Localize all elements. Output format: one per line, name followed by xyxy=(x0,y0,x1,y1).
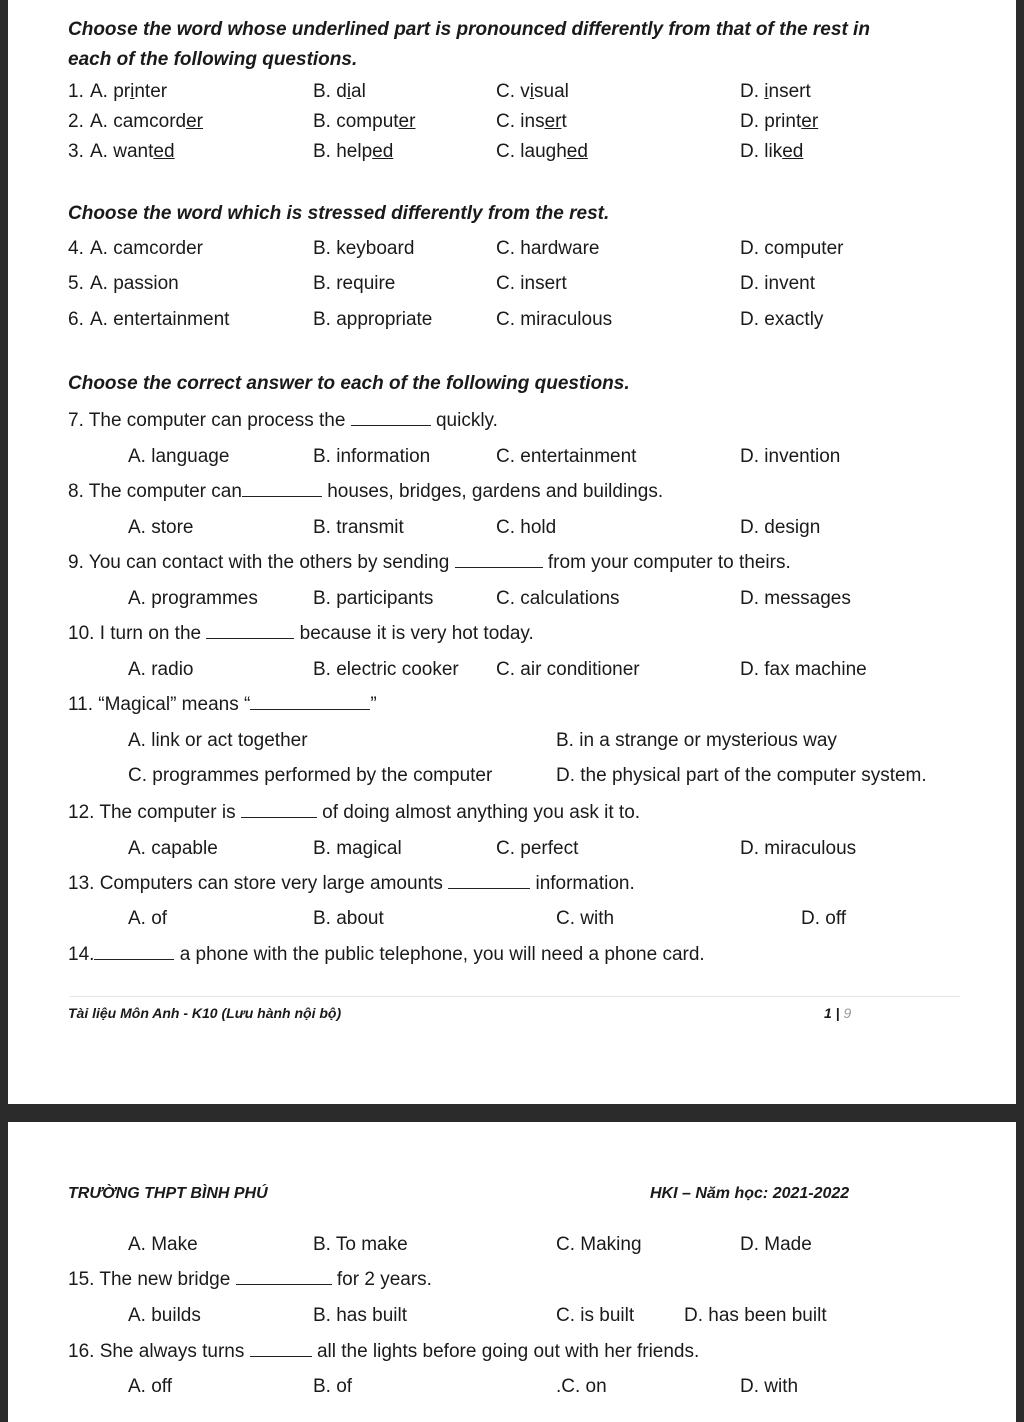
question-1-option-a: A. printer xyxy=(90,81,168,102)
question-1-option-c: C. visual xyxy=(496,81,569,102)
footer-page-number: 1 | 9 xyxy=(824,1005,852,1021)
question-9-option-b: B. participants xyxy=(313,588,434,609)
question-8-option-d: D. design xyxy=(740,517,821,538)
question-1-number: 1. xyxy=(68,81,84,102)
question-12-option-a: A. capable xyxy=(128,838,218,859)
question-4-option-a: A. camcorder xyxy=(90,238,203,259)
question-16-option-c: .C. on xyxy=(556,1376,607,1397)
question-14-option-a: A. Make xyxy=(128,1234,198,1255)
question-3-option-b: B. helped xyxy=(313,141,394,162)
answer-blank xyxy=(455,551,543,568)
question-11-stem: 11. “Magical” means “ ” xyxy=(68,694,377,715)
question-7-option-d: D. invention xyxy=(740,446,841,467)
question-6-option-a: A. entertainment xyxy=(90,309,230,330)
exam-page-1 xyxy=(8,0,1016,1104)
question-8-option-a: A. store xyxy=(128,517,194,538)
question-9-stem: 9. You can contact with the others by sending from your computer to theirs. xyxy=(68,552,791,573)
question-16-option-a: A. off xyxy=(128,1376,173,1397)
question-5-option-a: A. passion xyxy=(90,273,179,294)
answer-blank xyxy=(206,622,294,639)
question-4-option-d: D. computer xyxy=(740,238,844,259)
question-2-option-c: C. insert xyxy=(496,111,567,132)
question-10-option-a: A. radio xyxy=(128,659,194,680)
question-15-option-b: B. has built xyxy=(313,1305,407,1326)
question-13-stem: 13. Computers can store very large amounts information. xyxy=(68,873,635,894)
question-9-option-a: A. programmes xyxy=(128,588,258,609)
question-2-number: 2. xyxy=(68,111,84,132)
question-15-option-a: A. builds xyxy=(128,1305,201,1326)
question-8-option-c: C. hold xyxy=(496,517,557,538)
section1-instruction-line2: each of the following questions. xyxy=(68,49,358,70)
question-8-option-b: B. transmit xyxy=(313,517,404,538)
question-15-stem: 15. The new bridge for 2 years. xyxy=(68,1269,432,1290)
section1-instruction-line1: Choose the word whose underlined part is pronounced differently from that of the rest in xyxy=(68,19,870,40)
question-1-option-d: D. insert xyxy=(740,81,811,102)
answer-blank xyxy=(242,480,322,497)
answer-blank xyxy=(250,1340,312,1357)
question-7-stem: 7. The computer can process the quickly. xyxy=(68,410,498,431)
question-16-option-b: B. of xyxy=(313,1376,353,1397)
question-2-option-d: D. printer xyxy=(740,111,819,132)
question-9-option-d: D. messages xyxy=(740,588,851,609)
question-16-stem: 16. She always turns all the lights before going out with her friends. xyxy=(68,1341,700,1362)
question-9-option-c: C. calculations xyxy=(496,588,620,609)
question-12-stem: 12. The computer is of doing almost anything you ask it to. xyxy=(68,802,641,823)
question-10-option-d: D. fax machine xyxy=(740,659,867,680)
question-4-number: 4. xyxy=(68,238,84,259)
question-13-option-a: A. of xyxy=(128,908,168,929)
question-12-option-b: B. magical xyxy=(313,838,402,859)
answer-blank xyxy=(351,409,431,426)
question-15-option-d: D. has been built xyxy=(684,1305,827,1326)
question-14-stem: 14. a phone with the public telephone, you will need a phone card. xyxy=(68,944,705,965)
question-5-option-b: B. require xyxy=(313,273,396,294)
question-5-number: 5. xyxy=(68,273,84,294)
question-4-option-c: C. hardware xyxy=(496,238,600,259)
answer-blank xyxy=(448,872,530,889)
question-10-option-b: B. electric cooker xyxy=(313,659,459,680)
question-3-option-a: A. wanted xyxy=(90,141,175,162)
question-11-option-b: B. in a strange or mysterious way xyxy=(556,730,837,751)
question-11-option-a: A. link or act together xyxy=(128,730,308,751)
answer-blank xyxy=(236,1268,332,1285)
question-6-option-c: C. miraculous xyxy=(496,309,613,330)
question-5-option-d: D. invent xyxy=(740,273,815,294)
question-11-option-c: C. programmes performed by the computer xyxy=(128,765,493,786)
question-15-option-c: C. is built xyxy=(556,1305,635,1326)
section2-instruction: Choose the word which is stressed differently from the rest. xyxy=(68,203,610,224)
question-10-option-c: C. air conditioner xyxy=(496,659,640,680)
question-4-option-b: B. keyboard xyxy=(313,238,415,259)
question-3-number: 3. xyxy=(68,141,84,162)
question-12-option-d: D. miraculous xyxy=(740,838,857,859)
exam-page-2 xyxy=(8,1122,1016,1422)
question-12-option-c: C. perfect xyxy=(496,838,579,859)
question-7-option-b: B. information xyxy=(313,446,431,467)
question-11-option-d: D. the physical part of the computer system. xyxy=(556,765,927,786)
footer-divider xyxy=(70,996,960,997)
question-13-option-b: B. about xyxy=(313,908,384,929)
school-term-header: HKI – Năm học: 2021-2022 xyxy=(650,1185,850,1202)
school-name-header: TRƯỜNG THPT BÌNH PHÚ xyxy=(68,1185,268,1202)
question-7-option-a: A. language xyxy=(128,446,230,467)
question-5-option-c: C. insert xyxy=(496,273,567,294)
question-8-stem: 8. The computer can houses, bridges, gardens and buildings. xyxy=(68,481,664,502)
question-6-option-d: D. exactly xyxy=(740,309,824,330)
question-2-option-b: B. computer xyxy=(313,111,416,132)
question-13-option-d: D. off xyxy=(801,908,847,929)
answer-blank xyxy=(241,801,317,818)
answer-blank xyxy=(94,943,174,960)
question-1-option-b: B. dial xyxy=(313,81,366,102)
question-16-option-d: D. with xyxy=(740,1376,799,1397)
question-10-stem: 10. I turn on the because it is very hot today. xyxy=(68,623,534,644)
question-6-option-b: B. appropriate xyxy=(313,309,433,330)
question-14-option-d: D. Made xyxy=(740,1234,812,1255)
question-7-option-c: C. entertainment xyxy=(496,446,637,467)
footer-document-title: Tài liệu Môn Anh - K10 (Lưu hành nội bộ) xyxy=(68,1005,342,1021)
question-2-option-a: A. camcorder xyxy=(90,111,203,132)
section3-instruction: Choose the correct answer to each of the following questions. xyxy=(68,373,630,394)
question-14-option-c: C. Making xyxy=(556,1234,642,1255)
question-3-option-d: D. liked xyxy=(740,141,804,162)
question-13-option-c: C. with xyxy=(556,908,615,929)
answer-blank xyxy=(250,693,370,710)
question-3-option-c: C. laughed xyxy=(496,141,588,162)
question-14-option-b: B. To make xyxy=(313,1234,408,1255)
question-6-number: 6. xyxy=(68,309,84,330)
